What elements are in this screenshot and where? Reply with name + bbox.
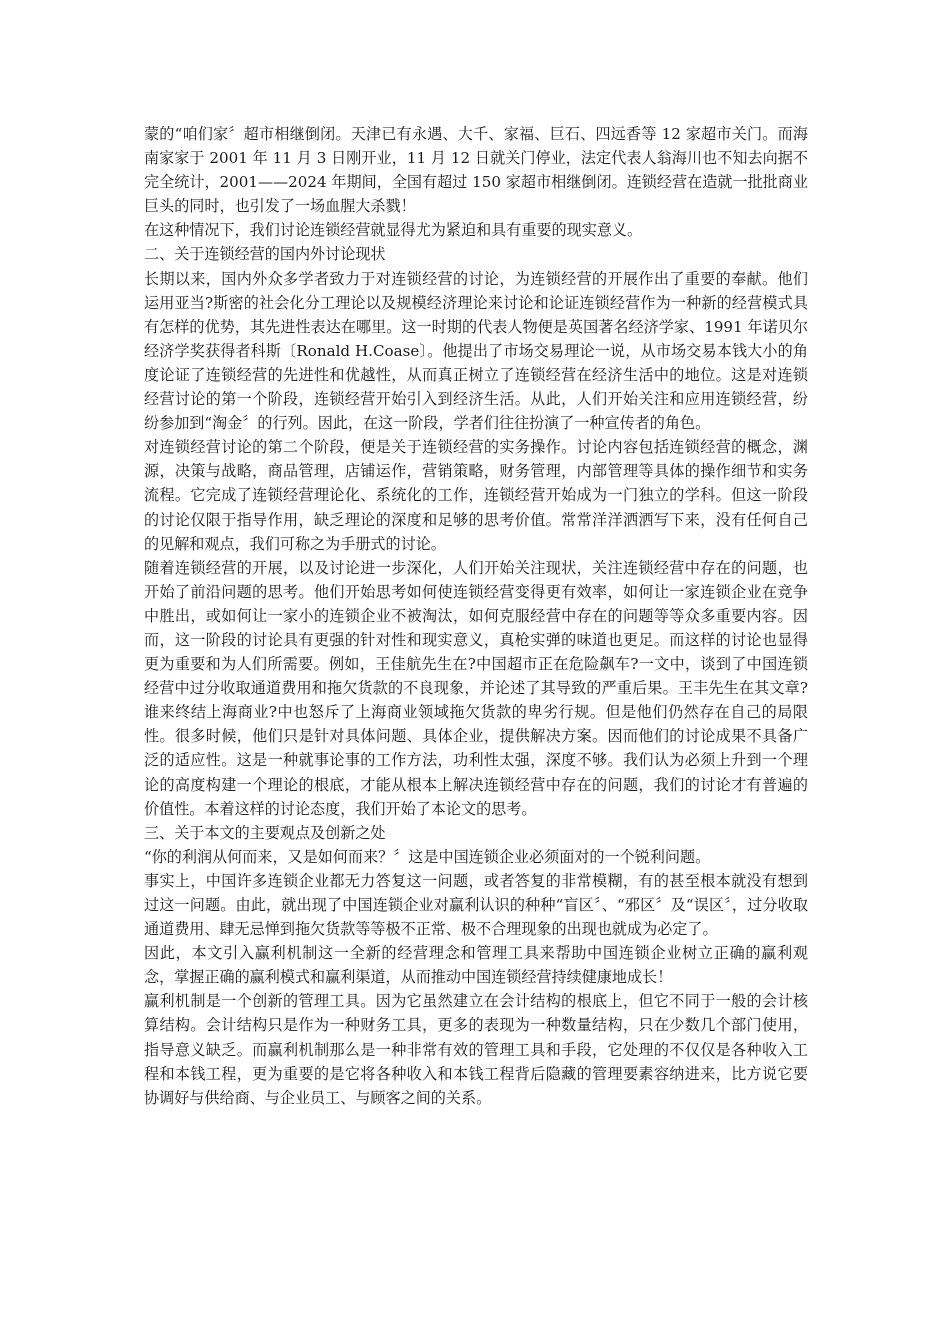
body-paragraph: 因此，本文引入赢利机制这一全新的经营理念和管理工具来帮助中国连锁企业树立正确的赢利观念，掌握正确的赢利模式和赢利渠道，从而推动中国连锁经营持续健康地成长！ (144, 944, 808, 987)
body-paragraph: 对连锁经营讨论的第二个阶段，便是关于连锁经营的实务操作。讨论内容包括连锁经营的概念，渊源，决策与战略，商品管理，店铺运作，营销策略，财务管理，内部管理等具体的操作细节和实务流程。它完成了连锁经营理论化、系统化的工作，连锁经营开始成为一门独立的学科。但这一阶段的讨论仅限于指导作用，缺乏理论的深度和足够的思考价值。常常洋洋洒洒写下来，没有任何自己的见解和观点，我们可称之为手册式的讨论。 (144, 438, 808, 553)
section-heading: 三、关于本文的主要观点及创新之处 (144, 823, 386, 842)
body-paragraph: 长期以来，国内外众多学者致力于对连锁经营的讨论，为连锁经营的开展作出了重要的奉献。他们运用亚当?斯密的社会化分工理论以及规模经济理论来讨论和论证连锁经营作为一种新的经营模式具有怎样的优势，其先进性表达在哪里。这一时期的代表人物便是英国著名经济学家、1991 年诺贝尔经济学奖获得者科斯〔Ronald H.Coase〕。他提出了市场交易理论一说，从市场交易本钱大小的角度论证了连锁经营的先进性和优越性，从而真正树立了连锁经营在经济生活中的地位。这是对连锁经营讨论的第一个阶段，连锁经营开始引入到经济生活。从此，人们开始关注和应用连锁经营，纷纷参加到“淘金〞的行列。因此，在这一阶段，学者们往往扮演了一种宣传者的角色。 (144, 269, 808, 433)
body-paragraph: 赢利机制是一个创新的管理工具。因为它虽然建立在会计结构的根底上，但它不同于一般的会计核算结构。会计结构只是作为一种财务工具，更多的表现为一种数量结构，只在少数几个部门使用，指导意义缺乏。而赢利机制那么是一种非常有效的管理工具和手段，它处理的不仅仅是各种收入工程和本钱工程，更为重要的是它将各种收入和本钱工程背后隐藏的管理要素容纳进来，比方说它要协调好与供给商、与企业员工、与顾客之间的关系。 (144, 992, 808, 1107)
document-page (144, 122, 808, 1110)
body-paragraph: 蒙的“咱们家〞超市相继倒闭。天津已有永遇、大千、家福、巨石、四远香等 12 家超市关门。而海南家家于 2001 年 11 月 3 日刚开业，11 月 12 日就关门停业，法定代表人翁海川也不知去向据不完全统计，2001——2024 年期间，全国有超过 150 家超市相继倒闭。连锁经营在造就一批批商业巨头的同时，也引发了一场血腥大杀戮！ (144, 125, 808, 216)
body-paragraph: 随着连锁经营的开展，以及讨论进一步深化，人们开始关注现状，关注连锁经营中存在的问题，也开始了前沿问题的思考。他们开始思考如何使连锁经营变得更有效率，如何让一家连锁企业在竞争中胜出，或如何让一家小的连锁企业不被淘汰，如何克服经营中存在的问题等等众多重要内容。因而，这一阶段的讨论具有更强的针对性和现实意义，真枪实弹的味道也更足。而这样的讨论也显得更为重要和为人们所需要。例如，王佳航先生在?中国超市正在危险飙车?一文中，谈到了中国连锁经营中过分收取通道费用和拖欠货款的不良现象，并论述了其导致的严重后果。王丰先生在其文章?谁来终结上海商业?中也怒斥了上海商业领域拖欠货款的卑劣行规。但是他们仍然存在自己的局限性。很多时候，他们只是针对具体问题、具体企业，提供解决方案。因而他们的讨论成果不具备广泛的适应性。这是一种就事论事的工作方法，功利性太强，深度不够。我们认为必须上升到一个理论的高度构建一个理论的根底，才能从根本上解决连锁经营中存在的问题，我们的讨论才有普遍的价值性。本着这样的讨论态度，我们开始了本论文的思考。 (144, 558, 808, 818)
section-heading: 二、关于连锁经营的国内外讨论现状 (144, 245, 386, 264)
body-paragraph: “你的利润从何而来，又是如何而来？〞这是中国连锁企业必须面对的一个锐利问题。 (144, 847, 711, 866)
body-paragraph: 在这种情况下，我们讨论连锁经营就显得尤为紧迫和具有重要的现实意义。 (144, 221, 643, 240)
body-paragraph: 事实上，中国许多连锁企业都无力答复这一问题，或者答复的非常模糊，有的甚至根本就没有想到过这一问题。由此，就出现了中国连锁企业对赢利认识的种种“盲区〞、“邪区〞及“误区〞，过分收取通道费用、肆无忌惮到拖欠货款等等极不正常、极不合理现象的出现也就成为必定了。 (144, 871, 808, 939)
